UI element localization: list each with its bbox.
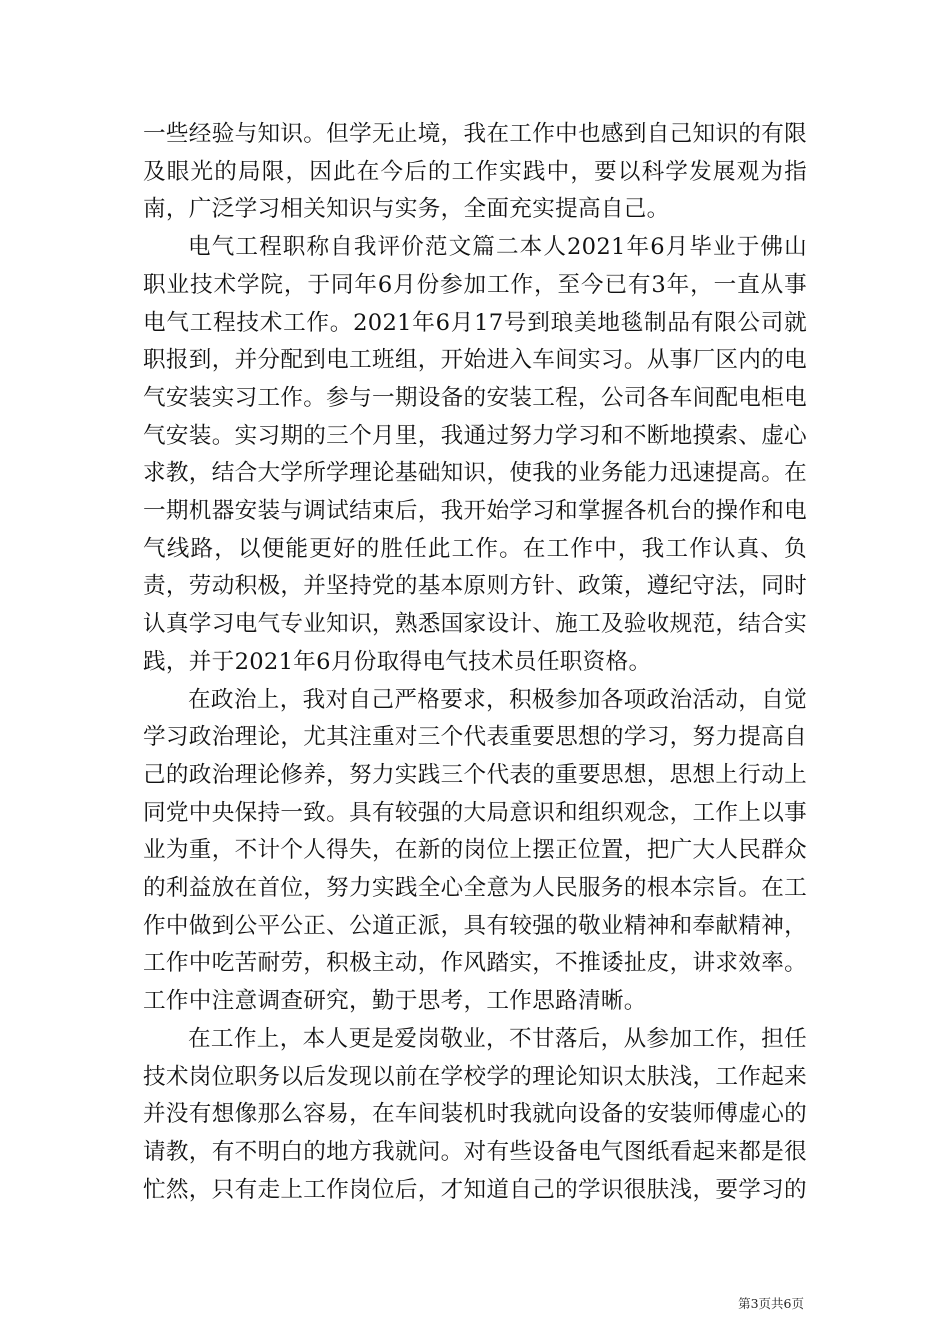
page-number: 第3页共6页	[738, 1296, 804, 1311]
document-body	[143, 116, 807, 1209]
paragraph-1: 一些经验与知识。但学无止境，我在工作中也感到自己知识的有限及眼光的局限，因此在今后的工作实践中，要以科学发展观为指南，广泛学习相关知识与实务，全面充实提高自己。	[143, 121, 807, 223]
paragraph-2: 电气工程职称自我评价范文篇二本人2021年6月毕业于佛山职业技术学院，于同年6月份参加工作，至今已有3年，一直从事电气工程技术工作。2021年6月17号到琅美地毯制品有限公司就职报到，并分配到电工班组，开始进入车间实习。从事厂区内的电气安装实习工作。参与一期设备的安装工程，公司各车间配电柜电气安装。实习期的三个月里，我通过努力学习和不断地摸索、虚心求教，结合大学所学理论基础知识，使我的业务能力迅速提高。在一期机器安装与调试结束后，我开始学习和掌握各机台的操作和电气线路，以便能更好的胜任此工作。在工作中，我工作认真、负责，劳动积极，并坚持党的基本原则方针、政策，遵纪守法，同时认真学习电气专业知识，熟悉国家设计、施工及验收规范，结合实践，并于2021年6月份取得电气技术员任职资格。	[143, 234, 807, 675]
paragraph-4: 在工作上，本人更是爱岗敬业，不甘落后，从参加工作，担任技术岗位职务以后发现以前在学校学的理论知识太肤浅，工作起来并没有想像那么容易，在车间装机时我就向设备的安装师傅虚心的请教，有不明白的地方我就问。对有些设备电气图纸看起来都是很忙然，只有走上工作岗位后，才知道自己的学识很肤浅，要学习的	[143, 1025, 807, 1203]
paragraph-3: 在政治上，我对自己严格要求，积极参加各项政治活动，自觉学习政治理论，尤其注重对三个代表重要思想的学习，努力提高自己的政治理论修养，努力实践三个代表的重要思想，思想上行动上同党中央保持一致。具有较强的大局意识和组织观念，工作上以事业为重，不计个人得失，在新的岗位上摆正位置，把广大人民群众的利益放在首位，努力实践全心全意为人民服务的根本宗旨。在工作中做到公平公正、公道正派，具有较强的敬业精神和奉献精神，工作中吃苦耐劳，积极主动，作风踏实，不推诿扯皮，讲求效率。工作中注意调查研究，勤于思考，工作思路清晰。	[143, 686, 807, 1015]
